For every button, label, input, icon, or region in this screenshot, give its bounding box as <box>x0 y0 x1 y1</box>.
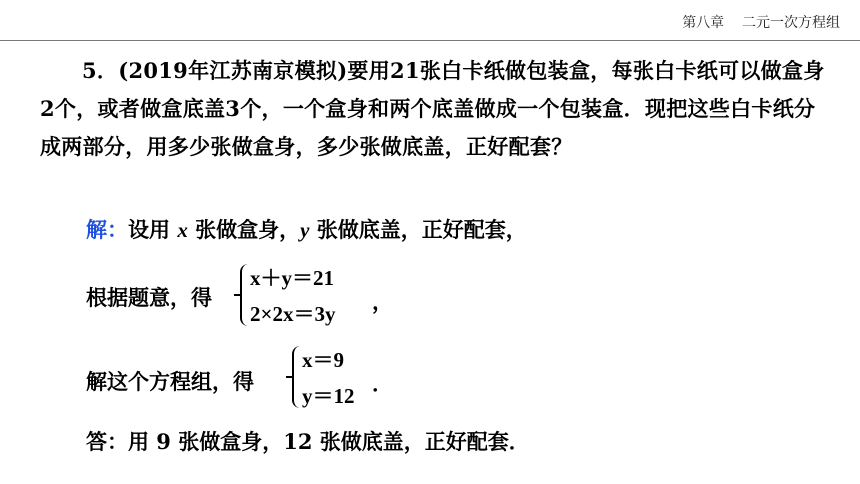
system2-brace-tip <box>286 376 292 378</box>
header-section: 二元一次方程组 <box>742 15 840 31</box>
solution-setup <box>86 214 527 244</box>
system2-intro: 解这个方程组，得 <box>86 369 254 394</box>
system1-intro: 根据题意，得 <box>86 285 212 310</box>
setup-text-mid: 张做盒身， <box>187 217 301 242</box>
header-divider <box>0 40 860 41</box>
variable-x: x <box>177 218 188 242</box>
system2-period: ． <box>372 371 393 396</box>
header-chapter: 第八章 <box>682 15 725 31</box>
problem-text: 5．(2019年江苏南京模拟)要用21张白卡纸做包装盒，每张白卡纸可以做盒身2个，或者做盒底盖3个，一个盒身和两个底盖做成一个包装盒．现把这些白卡纸分成两部分，用多少张做盒身，多少张做底盖，正好配套？ <box>40 58 825 159</box>
solution-label: 解： <box>86 217 128 242</box>
system2-equation-2: y＝12 <box>302 384 355 408</box>
system2-equation-1: x＝9 <box>302 348 344 372</box>
page-header <box>0 0 860 42</box>
variable-y: y <box>300 218 310 242</box>
system1-equation-1: x＋y＝21 <box>250 266 334 290</box>
system1-equation-2: 2×2x＝3y <box>250 302 336 326</box>
system1-comma: ， <box>372 289 393 314</box>
header-title <box>682 12 840 32</box>
answer-text: 答：用 9 张做盒身，12 张做底盖，正好配套． <box>86 429 530 454</box>
system1-brace-tip <box>234 294 240 296</box>
setup-text-post: 张做底盖，正好配套， <box>309 217 527 242</box>
setup-text-pre: 设用 <box>128 217 178 242</box>
